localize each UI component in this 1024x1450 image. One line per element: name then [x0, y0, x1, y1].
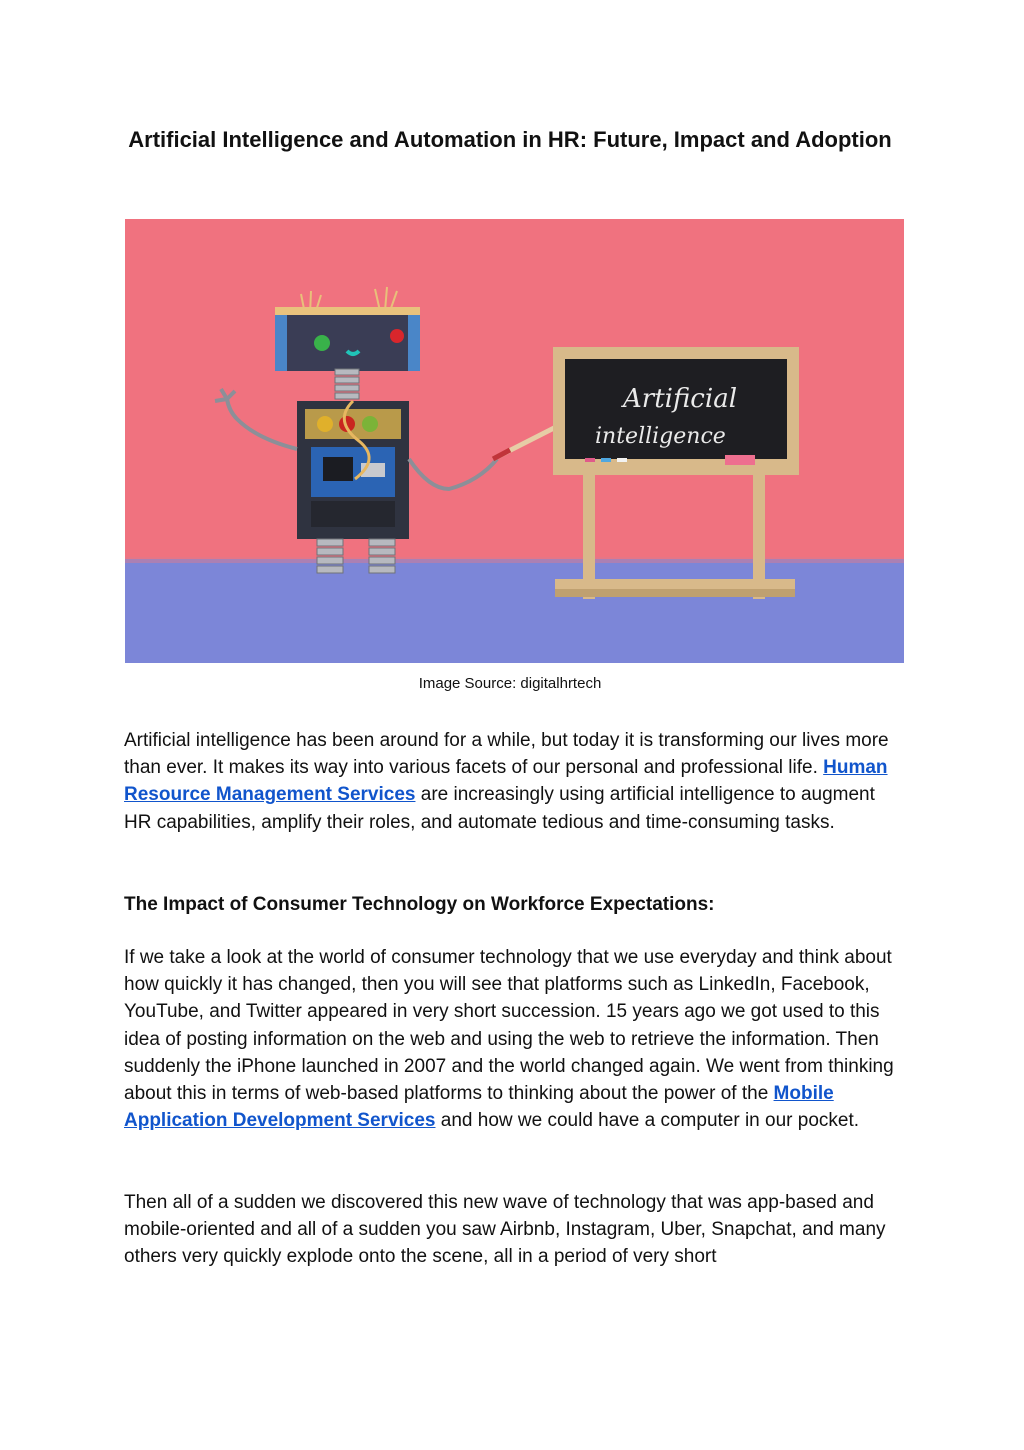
mobile-app-dev-link[interactable]: Mobile Application Development Services: [124, 1083, 834, 1132]
para2-text-before: If we take a look at the world of consumer technology that we use everyday and think about how quickly it has changed, then you will see that platforms such as LinkedIn, Facebook, YouTube, and Twitter appeared in very short succession. 15 years ago we got used to this idea of posting information on the web and using the web to retrieve the information. Then suddenly the iPhone launched in 2007 and the world changed again. We went from thinking about this in terms of web-based platforms to thinking about the power of the: [124, 947, 894, 1105]
intro-text-before: Artificial intelligence has been around for a while, but today it is transforming our lives more than ever. It makes its way into various facets of our personal and professional life.: [124, 730, 889, 779]
consumer-tech-paragraph: [124, 944, 904, 1134]
chalkboard-line1: Artificial: [623, 384, 738, 414]
app-wave-paragraph: Then all of a sudden we discovered this new wave of technology that was app-based and mobile-oriented and all of a sudden you saw Airbnb, Instagram, Uber, Snapchat, and many others very quickly explode onto the scene, all in a period of very short: [124, 1192, 886, 1268]
intro-text-after: are increasingly using artificial intelligence to augment HR capabilities, amplify their roles, and automate tedious and time-consuming tasks.: [124, 784, 875, 833]
chalkboard-line2: intelligence: [595, 424, 726, 449]
intro-paragraph: [124, 727, 904, 836]
document-title: Artificial Intelligence and Automation in HR: Future, Impact and Adoption: [128, 127, 892, 152]
para2-text-after: and how we could have a computer in our pocket.: [435, 1110, 860, 1132]
image-caption: Image Source: digitalhrtech: [418, 675, 602, 692]
floor-background: [125, 559, 904, 663]
hr-services-link[interactable]: Human Resource Management Services: [124, 757, 888, 806]
section-heading: The Impact of Consumer Technology on Workforce Expectations:: [124, 894, 715, 915]
hero-image: [125, 219, 904, 663]
